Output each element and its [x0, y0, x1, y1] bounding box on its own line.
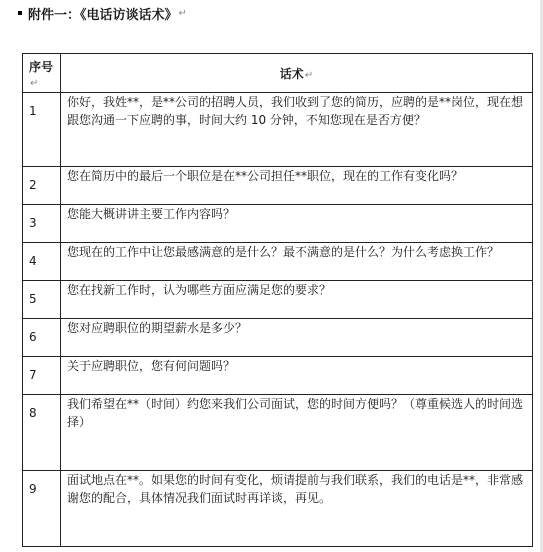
row-text: 您现在的工作中让您最感满意的是什么？最不满意的是什么？为什么考虑换工作？: [67, 245, 500, 259]
row-text-cell: [61, 167, 533, 205]
row-text: 我们希望在**（时间）约您来我们公司面试，您的时间方便吗？（尊重候选人的时间选择）: [67, 397, 524, 429]
table-row: [23, 281, 533, 319]
table-row: [23, 319, 533, 357]
row-text-cell: [61, 93, 533, 167]
paragraph-mark-icon: ↵: [178, 7, 187, 19]
row-number: 2: [29, 178, 37, 192]
table-header-row: [23, 54, 533, 93]
table-row: [23, 167, 533, 205]
row-text-cell: [61, 319, 533, 357]
row-number-cell: [23, 395, 61, 471]
row-text-cell: [61, 471, 533, 547]
row-number-cell: [23, 281, 61, 319]
row-text: 您能大概讲讲主要工作内容吗？: [67, 207, 236, 221]
row-text-cell: [61, 357, 533, 395]
row-text: 您对应聘职位的期望薪水是多少？: [67, 321, 248, 335]
row-number-cell: [23, 243, 61, 281]
row-number-cell: [23, 93, 61, 167]
document-heading: [18, 3, 187, 23]
row-number: 5: [29, 292, 37, 306]
phone-script-table: [22, 53, 533, 547]
row-text-cell: [61, 205, 533, 243]
table-row: [23, 93, 533, 167]
row-number: 4: [29, 254, 37, 268]
row-number: 9: [29, 482, 37, 496]
paragraph-mark-icon: ↵: [304, 69, 314, 81]
row-number: 3: [29, 216, 37, 230]
row-text: 面试地点在**。如果您的时间有变化，烦请提前与我们联系，我们的电话是**，非常感谢您的配合，具体情况我们面试时再详谈，再见。: [67, 473, 524, 505]
table-row: [23, 205, 533, 243]
row-text: 您在简历中的最后一个职位是在**公司担任**职位，现在的工作有变化吗？: [67, 169, 464, 183]
row-number: 7: [29, 368, 37, 382]
row-text: 您在找新工作时，认为哪些方面应满足您的要求？: [67, 283, 332, 297]
row-text-cell: [61, 395, 533, 471]
row-number-cell: [23, 357, 61, 395]
table-row: [23, 243, 533, 281]
row-number-cell: [23, 471, 61, 547]
row-number-cell: [23, 205, 61, 243]
row-number-cell: [23, 167, 61, 205]
row-text-cell: [61, 281, 533, 319]
row-text: 关于应聘职位，您有何问题吗？: [67, 359, 236, 373]
bullet-icon: [18, 11, 22, 15]
row-text-cell: [61, 243, 533, 281]
table-row: [23, 395, 533, 471]
table-row: [23, 471, 533, 547]
row-number: 6: [29, 330, 37, 344]
row-number-cell: [23, 319, 61, 357]
row-text: 你好，我姓**，是**公司的招聘人员，我们收到了您的简历，应聘的是**岗位，现在想跟您沟通一下应聘的事，时间大约 10 分钟，不知您现在是否方便？: [67, 95, 524, 127]
heading-title: 附件一：《电话访谈话术》: [28, 7, 178, 23]
paragraph-mark-icon: ↵: [30, 77, 39, 89]
header-number: 序号↵: [23, 54, 61, 93]
table-row: [23, 357, 533, 395]
row-number: 1: [29, 104, 37, 118]
header-script: 话术↵: [61, 54, 533, 93]
row-number: 8: [29, 406, 37, 420]
